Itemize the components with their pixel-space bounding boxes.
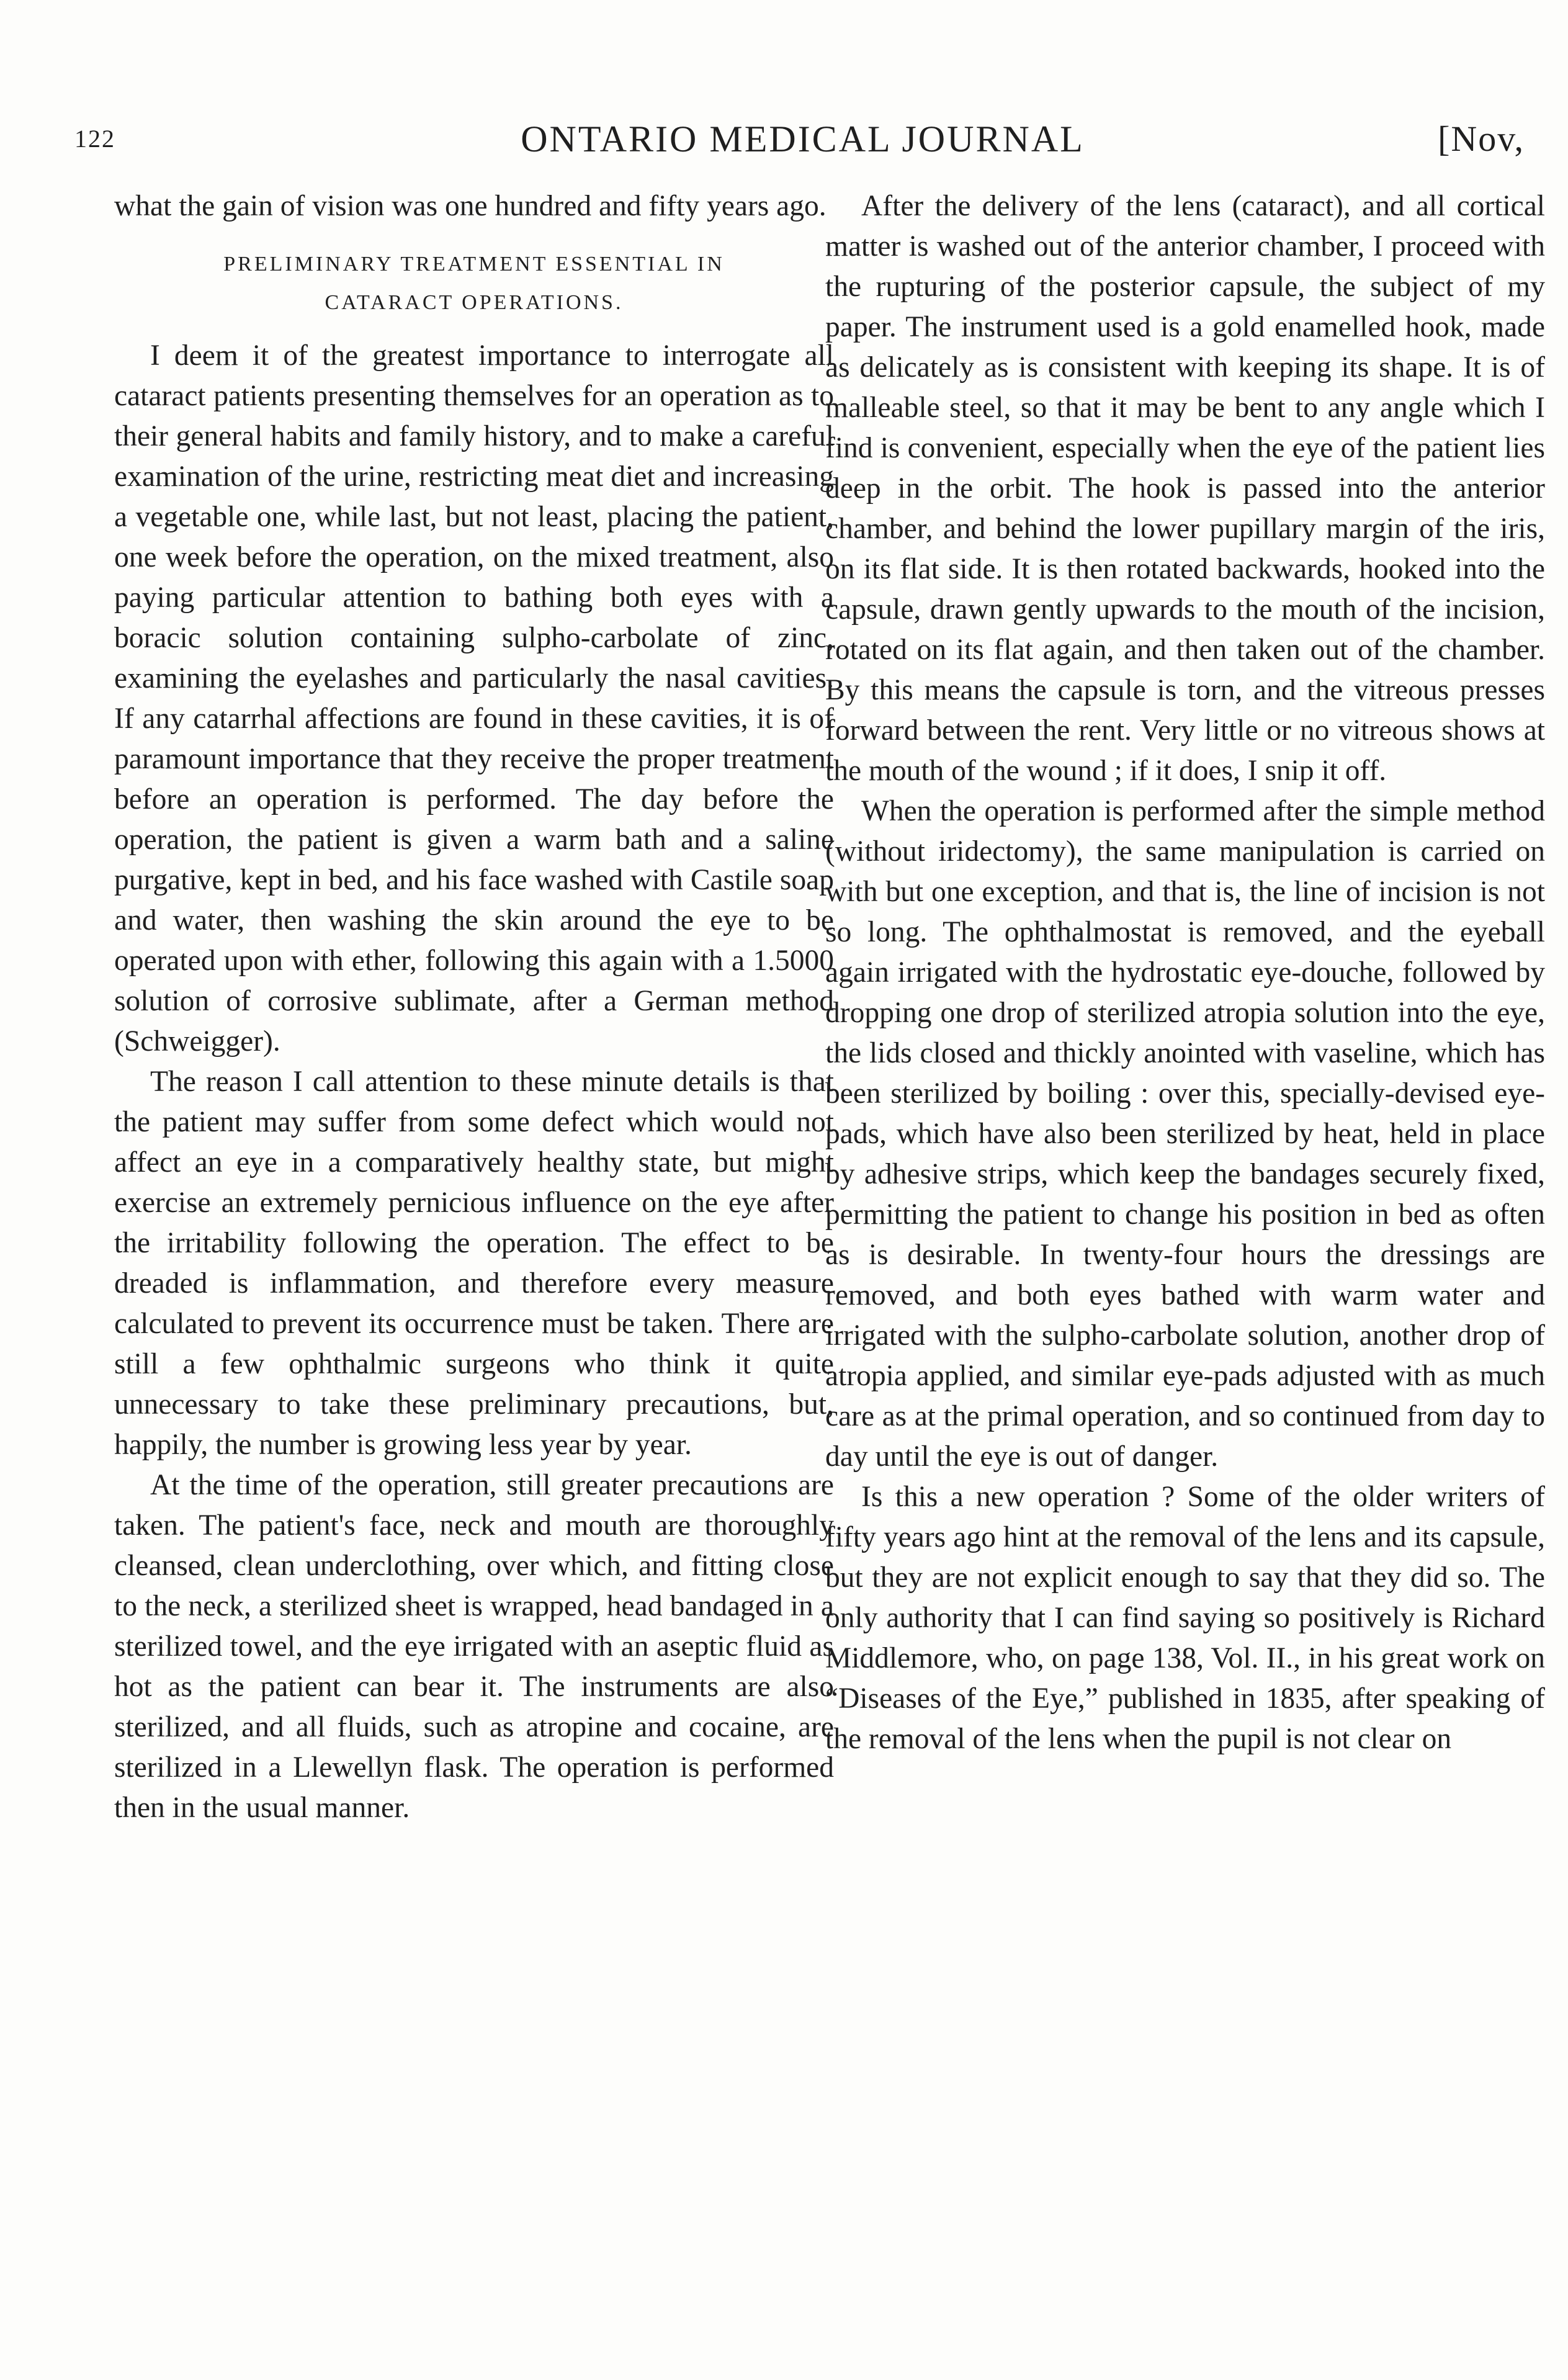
paragraph: After the delivery of the lens (cataract), and all cortical matter is washed out of the anterior chamber, I proceed with the rupturing of the posterior capsule, the subject of my paper. The instrument used is a gold enamelled hook, made as delicately as is consistent with keeping its shape. It is of malleable steel, so that it may be bent to any angle which I find is convenient, especially when the eye of the patient lies deep in the orbit. The hook is passed into the anterior chamber, and behind the lower pupillary margin of the iris, on its flat side. It is then rotated backwards, hooked into the capsule, drawn gently upwards to the mouth of the incision, rotated on its flat again, and then taken out of the chamber. By this means the capsule is torn, and the vitreous presses forward between the rent. Very little or no vitreous shows at the mouth of the wound ; if it does, I snip it off. <box>825 190 1545 787</box>
page-number: 122 <box>74 125 115 153</box>
paragraph: Is this a new operation ? Some of the older writers of fifty years ago hint at the removal of the lens and its capsule, but they are not explicit enough to say that they did so. The only authority that I can find saying so positively is Richard Middlemore, who, on page 138, Vol. II., in his great work on “Diseases of the Eye,” published in 1835, after speaking of the removal of the lens when the pupil is not clear on <box>825 1481 1545 1755</box>
paragraph: At the time of the operation, still greater precautions are taken. The patient's face, neck and mouth are thoroughly cleansed, clean underclothing, over which, and fitting close to the neck, a sterilized sheet is wrapped, head bandaged in a sterilized towel, and the eye irrigated with an aseptic fluid as hot as the patient can bear it. The instruments are also sterilized, and all fluids, such as atropine and cocaine, are sterilized in a Llewellyn flask. The operation is performed then in the usual manner. <box>114 1469 834 1824</box>
paragraph: When the operation is performed after the simple method (without iridectomy), the same manipulation is carried on with but one exception, and that is, the line of incision is not so long. The ophthalmostat is removed, and the eyeball again irrigated with the hydrostatic eye-douche, followed by dropping one drop of sterilized atropia solution into the eye, the lids closed and thickly anointed with vaseline, which has been sterilized by boiling : over this, specially-devised eye-pads, which have also been sterilized by heat, held in place by adhesive strips, which keep the bandages securely fixed, permitting the patient to change his position in bed as often as is desirable. In twenty-four hours the dressings are removed, and both eyes bathed with warm water and irrigated with the sulpho-carbolate solution, another drop of atropia applied, and similar eye-pads adjusted with as much care as at the primal operation, and so continued from day to day until the eye is out of danger. <box>825 795 1545 1473</box>
journal-title: ONTARIO MEDICAL JOURNAL <box>521 119 1085 159</box>
section-heading <box>114 245 834 322</box>
right-column <box>825 186 1545 1759</box>
issue-month: [Nov, <box>1438 119 1525 159</box>
section-heading-line: PRELIMINARY TREATMENT ESSENTIAL IN <box>223 253 725 276</box>
running-head <box>74 118 1531 168</box>
paragraph: The reason I call attention to these minute details is that the patient may suffer from some defect which would not affect an eye in a comparatively healthy state, but might exercise an extremely pernicious influence on the eye after the irritability following the operation. The effect to be dreaded is inflammation, and therefore every measure calculated to prevent its occurrence must be taken. There are still a few ophthalmic surgeons who think it quite unnecessary to take these preliminary precautions, but, happily, the number is growing less year by year. <box>114 1066 834 1461</box>
paragraph: I deem it of the greatest importance to interrogate all cataract patients presenting themselves for an operation as to their general habits and family history, and to make a careful examination of the urine, restricting meat diet and increasing a vegetable one, while last, but not least, placing the patient, one week before the operation, on the mixed treatment, also paying particular attention to bathing both eyes with a boracic solution containing sulpho-carbolate of zinc, examining the eyelashes and particularly the nasal cavities. If any catarrhal affections are found in these cavities, it is of paramount importance that they receive the proper treatment before an operation is performed. The day before the operation, the patient is given a warm bath and a saline purgative, kept in bed, and his face washed with Castile soap and water, then washing the skin around the eye to be operated upon with ether, following this again with a 1.5000 solution of corrosive sublimate, after a German method (Schweigger). <box>114 339 834 1058</box>
left-column <box>114 186 834 1828</box>
continued-paragraph: what the gain of vision was one hundred and fifty years ago. <box>114 190 827 222</box>
section-heading-line: CATARACT OPERATIONS. <box>325 291 624 314</box>
